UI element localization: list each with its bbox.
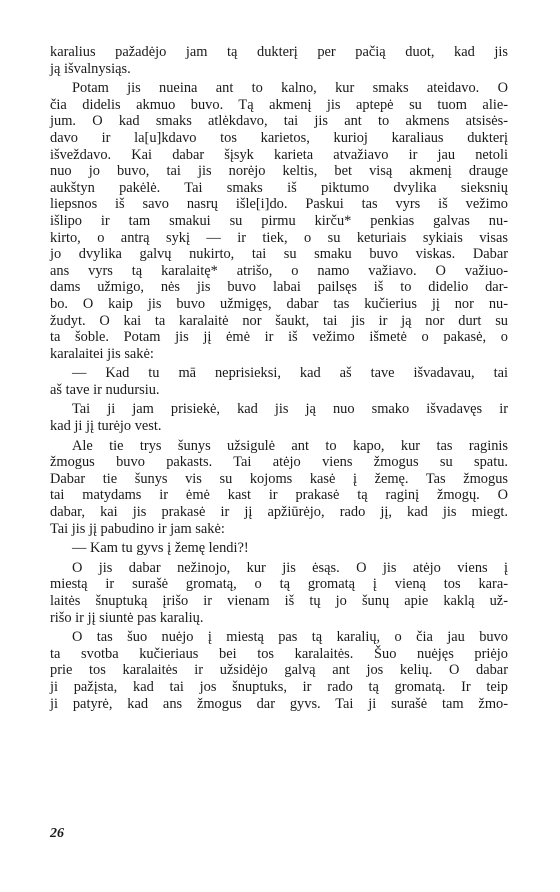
text-line: — Kad tu mā neprisieksi, kad aš tave išvadavau, tai: [72, 365, 508, 382]
text-line: Tai jis jį pabudino ir jam sakė:: [50, 520, 225, 537]
text-line: miestą ir surašė gromatą, o tą gromatą į vieną tos kara-: [50, 576, 508, 593]
text-line: kad ji jį turėjo vest.: [50, 418, 162, 435]
text-line: O jis dabar nežinojo, kur jis ėsąs. O jis atėjo viens į: [72, 559, 508, 576]
text-line: išveždavo. Kai dabar šįsyk karieta atvažiavo ir jau netoli: [50, 146, 508, 163]
text-line: tai matydams ir ėmė kast ir prakasė tą raginį žmogų. O: [50, 487, 508, 504]
paragraph: [50, 44, 508, 77]
text-line: jum. O kad smaks atlėkdavo, tai jis ant to akmens atsisės-: [50, 113, 508, 130]
text-line: išlipo ir tam smakui su pirmu kirču* penkias galvas nu-: [50, 212, 508, 229]
text-line: aš tave ir nudursiu.: [50, 381, 160, 398]
text-line: ji pažįsta, kad tai jos šnuptuks, ir rado tą gromatą. Ir teip: [50, 678, 508, 695]
text-line: ta svotba kučieriaus bei tos karalaitės. Šuo nuėjęs priėjo: [50, 645, 508, 662]
text-line: karalaitei jis sakė:: [50, 345, 154, 362]
text-line: nuo jo buvo, tai jis norėjo keltis, bet visą akmenį drauge: [50, 163, 508, 180]
text-line: žmogus buvo pakasts. Tai atėjo viens žmogus su spatu.: [50, 454, 508, 471]
text-line: Dabar tie šunys vis su kojoms kasė į žemę. Tas žmogus: [50, 470, 508, 487]
text-line: aukštyn pakėlė. Tai smaks iš piktumo dvylika sieksnių: [50, 179, 508, 196]
text-line: kirto, o antrą sykį — ir tiek, o su keturiais sykiais visas: [50, 229, 508, 246]
text-line: ji patyrė, kad ans žmogus dar gyvs. Tai ji surašė tam žmo-: [50, 695, 508, 712]
text-line: Ale tie trys šunys užsigulė ant to kapo, kur tas raginis: [72, 437, 508, 454]
text-line: dabar, kai jis prakasė ir jį apžiūrėjo, rado jį, kad jis miegt.: [50, 504, 508, 521]
paragraph: [50, 401, 508, 434]
text-line: prie tos karalaitės ir užsidėjo galvą ant jos kelių. O dabar: [50, 662, 508, 679]
text-line: ans vyrs tą karalaitę* atrišo, o namo važiavo. O važiuo-: [50, 262, 508, 279]
page-text: [50, 44, 508, 715]
paragraph: [50, 540, 508, 557]
text-line: liepsnos iš savo nasrų išle[i]do. Paskui tas vyrs iš vežimo: [50, 196, 508, 213]
text-line: ta šoble. Potam jis jį ėmė ir iš vežimo išmetė o pakasė, o: [50, 329, 508, 346]
paragraph: [50, 365, 508, 398]
paragraph: [50, 629, 508, 712]
text-line: — Kam tu gyvs į žemę lendi?!: [72, 540, 249, 557]
paragraph: [50, 80, 508, 362]
text-line: davo ir la[u]kdavo tos karietos, kurioj karaliaus dukterį: [50, 129, 508, 146]
page-number: 26: [50, 826, 64, 841]
text-line: ją išvalnysiąs.: [50, 60, 131, 77]
text-line: bo. O kaip jis buvo užmigęs, dabar tas kučierius jį nor nu-: [50, 295, 508, 312]
text-line: Tai ji jam prisiekė, kad jis ją nuo smako išvadavęs ir: [72, 401, 508, 418]
text-line: žudyt. O kai ta karalaitė nor šaukt, tai jis ir ją nor durt su: [50, 312, 508, 329]
text-line: karalius pažadėjo jam tą dukterį per pačią duot, kad jis: [50, 44, 508, 60]
paragraph: [50, 560, 508, 626]
text-line: dams užmigo, nės jis buvo labai pailsęs iš to didelio dar-: [50, 279, 508, 296]
text-line: čia didelis akmuo buvo. Tą akmenį jis aptepė su tuom alie-: [50, 96, 508, 113]
paragraph: [50, 438, 508, 538]
text-line: Potam jis nueina ant to kalno, kur smaks ateidavo. O: [72, 80, 508, 97]
text-line: jo dvylika galvų nukirto, tai su smaku buvo viskas. Dabar: [50, 246, 508, 263]
text-line: rišo ir jį siuntė pas karalių.: [50, 609, 204, 626]
text-line: O tas šuo nuėjo į miestą pas tą karalių, o čia jau buvo: [72, 629, 508, 646]
text-line: laitės šnuptuką įrišo ir vienam iš tų jo šunų apie kaklą už-: [50, 593, 508, 609]
